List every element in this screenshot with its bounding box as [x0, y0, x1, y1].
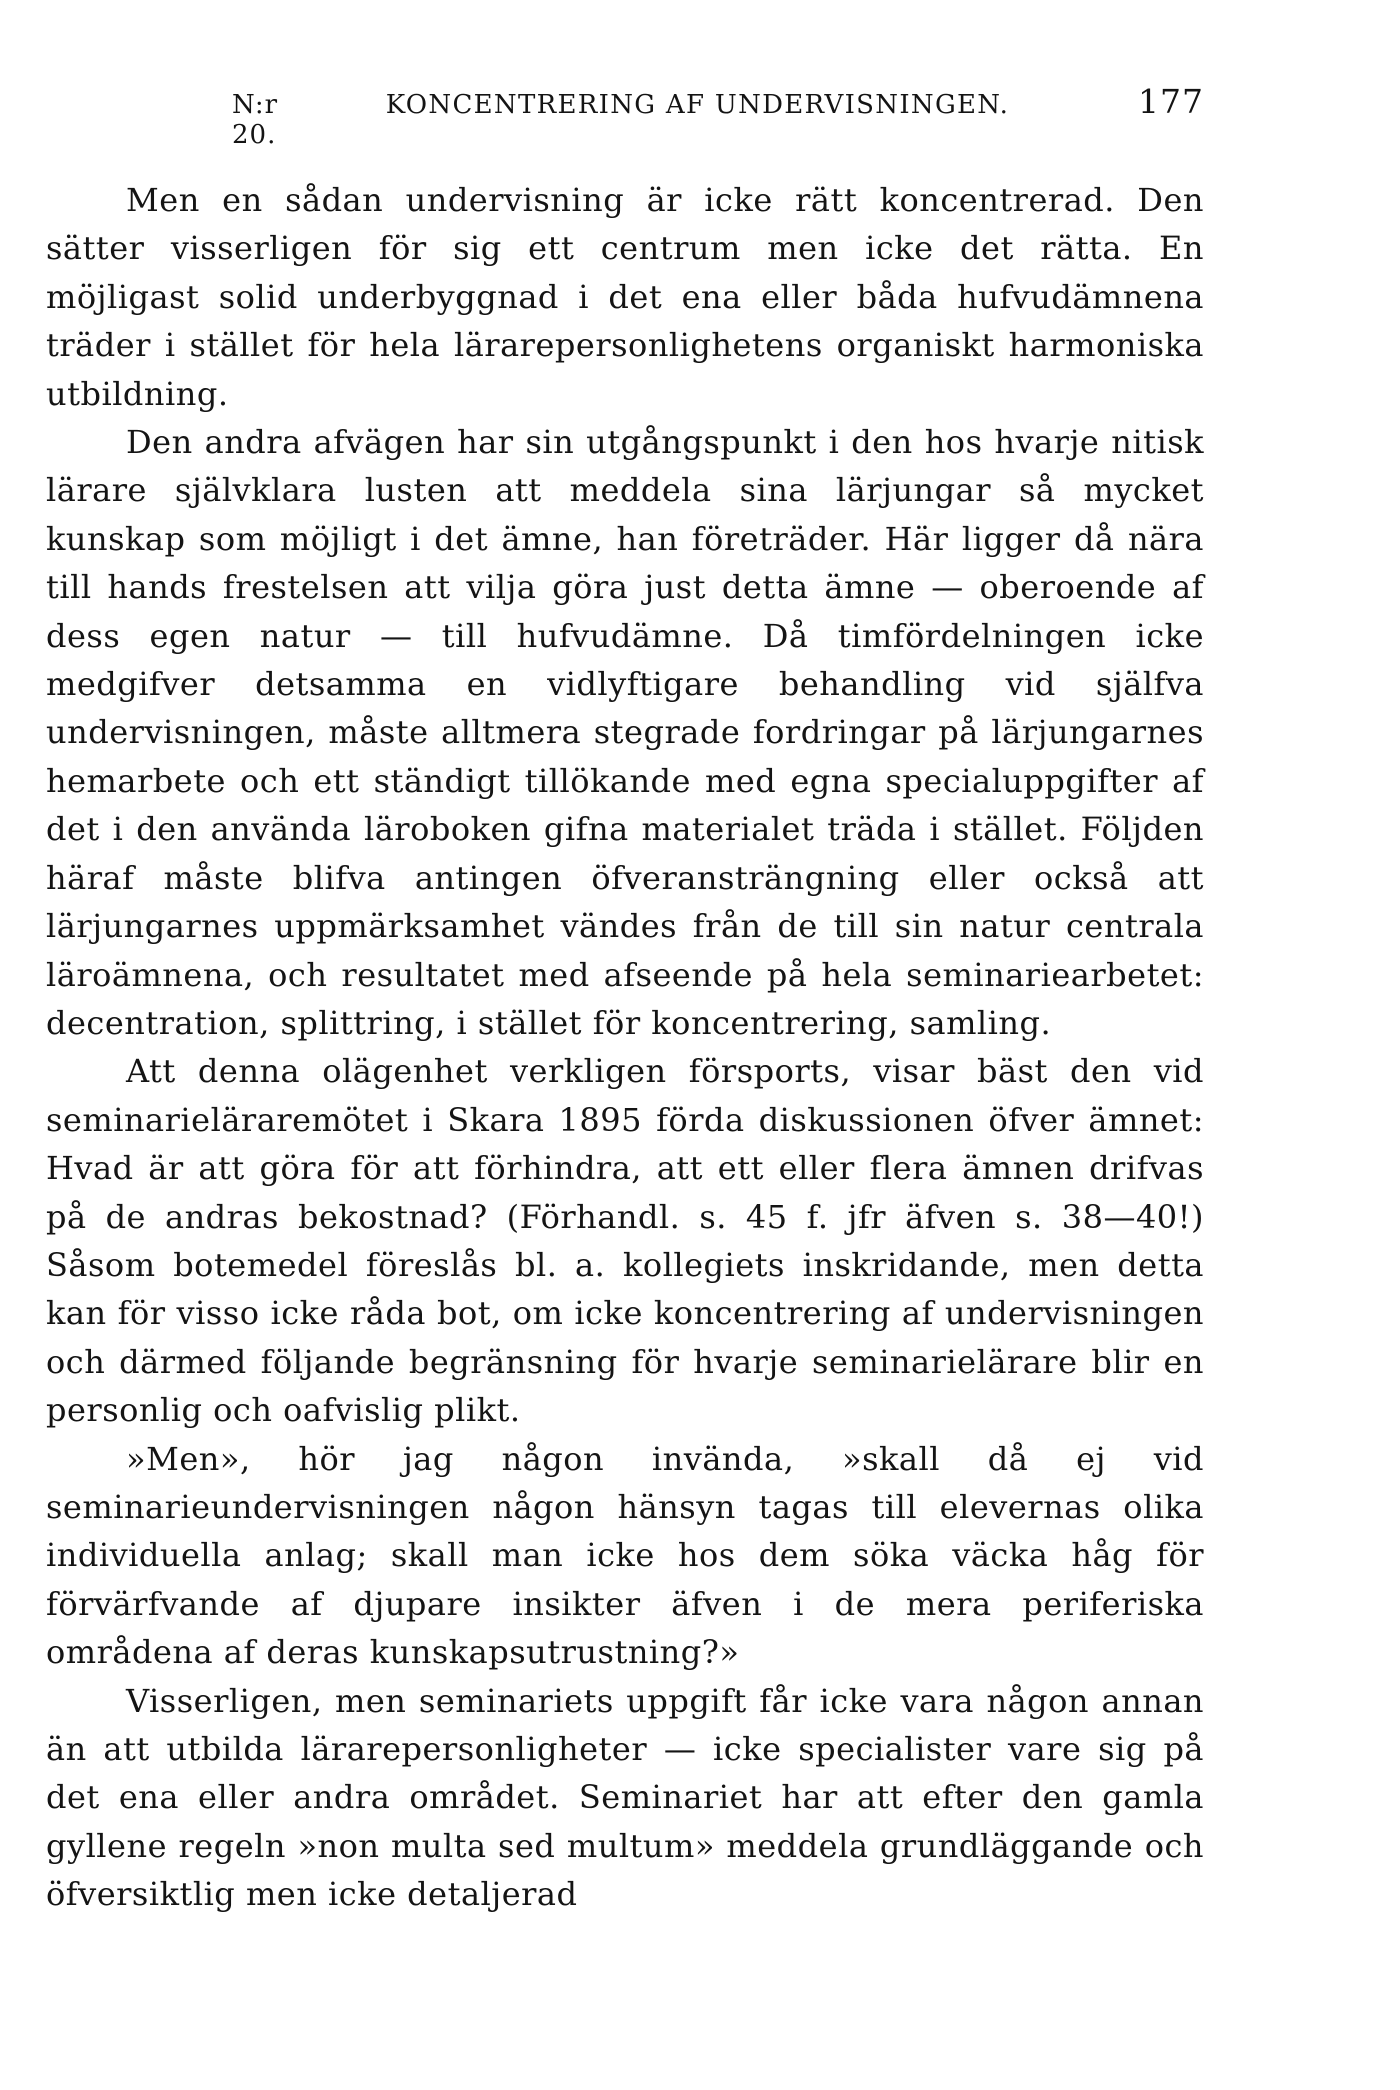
issue-number: N:r 20. — [232, 90, 279, 150]
paragraph-4: »Men», hör jag någon invända, »skall då ej vid seminarieundervisningen någon hänsyn tagas till elevernas olika individuella anlag; skall man icke hos dem söka väcka håg för förvärfvande af djupare insikter äfven i de mera periferiska områdena af deras kunskapsutrustning?» — [46, 1439, 1204, 1672]
body-text — [46, 176, 1204, 1919]
paragraph-3: Att denna olägenhet verkligen försports, visar bäst den vid seminarieläraremötet i Skara 1895 förda diskussionen öfver ämnet: Hvad är att göra för att förhindra, att ett eller flera ämnen drifvas på de andras bekostnad? (Förhandl. s. 45 f. jfr äfven s. 38—40!) Såsom botemedel föreslås bl. a. kollegiets inskridande, men detta kan för visso icke råda bot, om icke koncentrering af undervisningen och därmed följande begränsning för hvarje seminarielärare blir en personlig och oafvislig plikt. — [46, 1052, 1204, 1430]
paragraph-2: Den andra afvägen har sin utgångspunkt i den hos hvarje nitisk lärare självklara lusten att meddela sina lärjungar så mycket kunskap som möjligt i det ämne, han företräder. Här ligger då nära till hands frestelsen att vilja göra just detta ämne — oberoende af dess egen natur — till hufvudämne. Då timfördelningen icke medgifver detsamma en vidlyftigare behandling vid själfva undervisningen, måste alltmera stegrade fordringar på lärjungarnes hemarbete och ett ständigt tillökande med egna specialuppgifter af det i den använda läroboken gifna materialet träda i stället. Följden häraf måste blifva antingen öfveransträngning eller också att lärjungarnes uppmärksamhet vändes från de till sin natur centrala läroämnena, och resultatet med afseende på hela seminariearbetet: decentration, splittring, i stället för koncentrering, samling. — [46, 423, 1204, 1042]
running-header — [46, 82, 1204, 150]
running-title: KONCENTRERING AF UNDERVISNINGEN. — [385, 90, 1010, 120]
paragraph-5: Visserligen, men seminariets uppgift får icke vara någon annan än att utbilda lärarepersonligheter — icke specialister vare sig på det ena eller andra området. Seminariet har att efter den gamla gyllene regeln »non multa sed multum» meddela grundläggande och öfversiktlig men icke detaljerad — [46, 1681, 1204, 1914]
paragraph-1: Men en sådan undervisning är icke rätt koncentrerad. Den sätter visserligen för sig ett centrum men icke det rätta. En möjligast solid underbyggnad i det ena eller båda hufvudämnena träder i stället för hela lärarepersonlighetens organiskt harmoniska utbildning. — [46, 181, 1204, 413]
page-number: 177 — [1138, 82, 1204, 121]
book-page — [46, 82, 1204, 1919]
